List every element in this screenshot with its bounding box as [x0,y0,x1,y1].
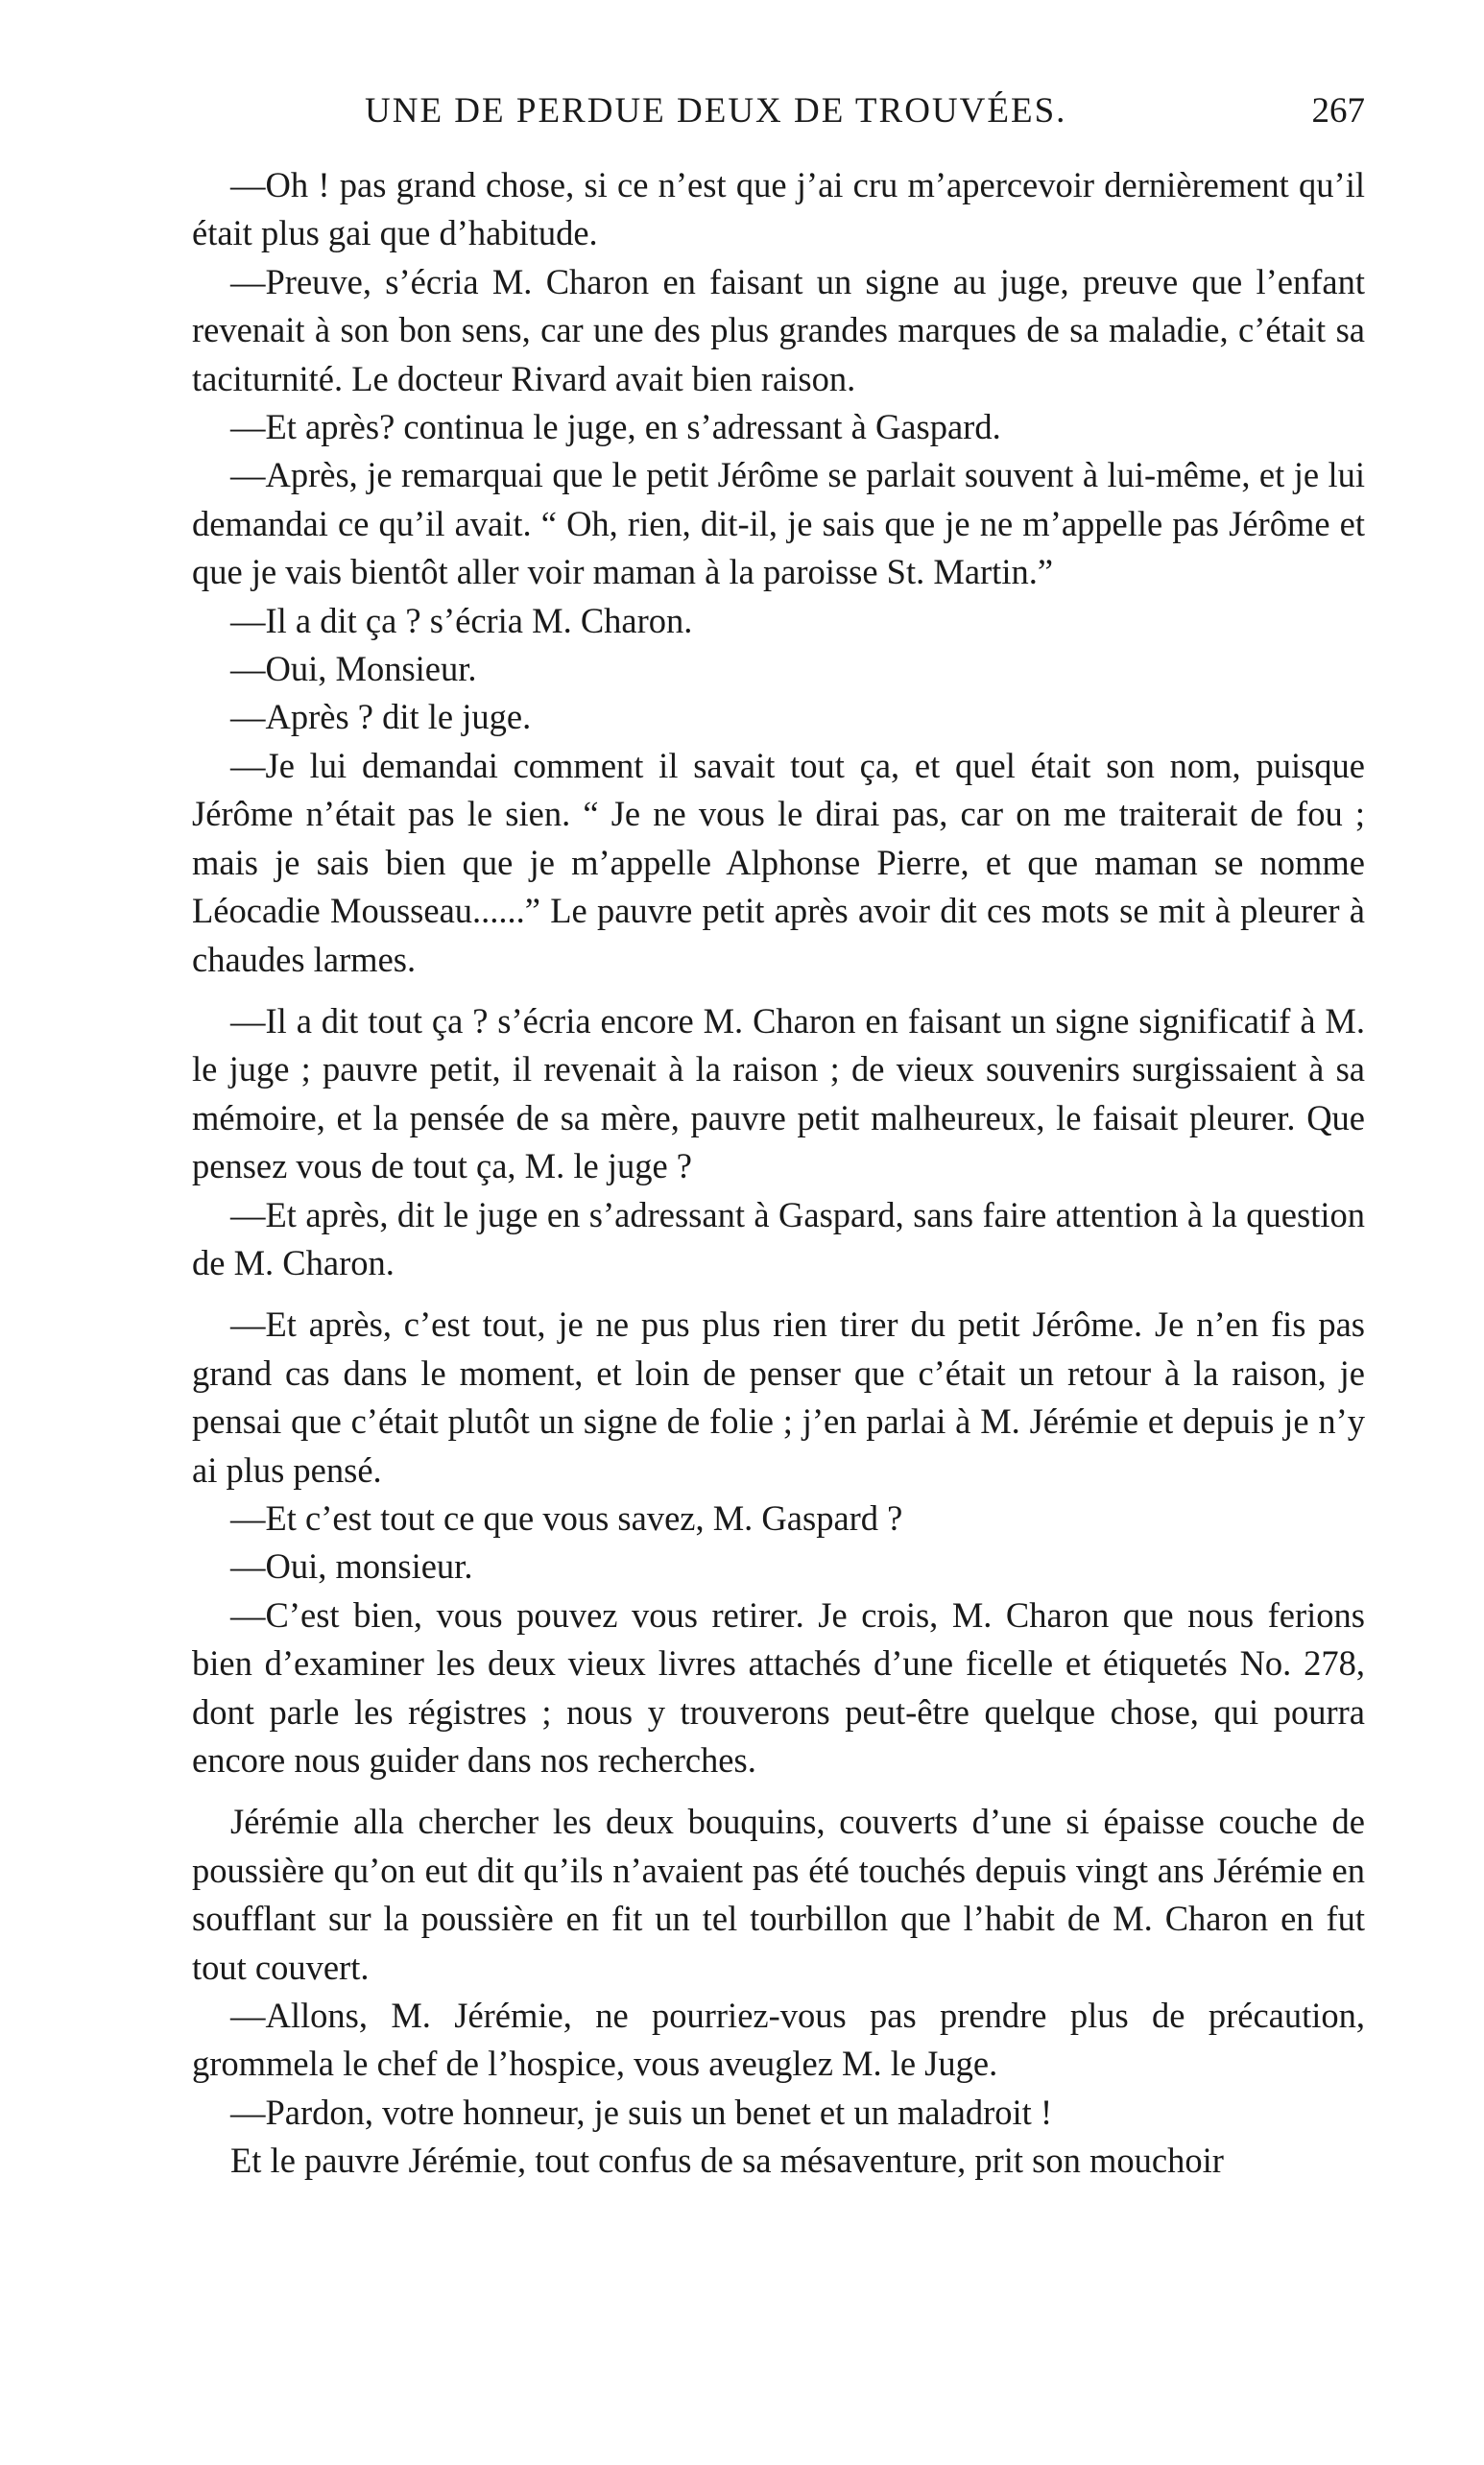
paragraph: —Oh ! pas grand chose, si ce n’est que j’ai cru m’apercevoir dernièrement qu’il était plus gai que d’habitude. [192,165,1365,253]
paragraph: —Il a dit tout ça ? s’écria encore M. Charon en faisant un signe significatif à M. le juge ; pauvre petit, il revenait à la raison ; de vieux souvenirs surgissaient à sa mémoire, et la pensée de sa mère, pauvre petit malheureux, le faisait pleurer. Que pensez vous de tout ça, M. le juge ? [192,1000,1365,1186]
paragraph: —Je lui demandai comment il savait tout ça, et quel était son nom, puisque Jérôme n’était pas le sien. “ Je ne vous le dirai pas, car on me traiterait de fou ; mais je sais bien que je m’appelle Alphonse Pierre, et que maman se nomme Léocadie Mousseau......” Le pauvre petit après avoir dit ces mots se mit à pleurer à chaudes larmes. [192,745,1365,979]
running-title: UNE DE PERDUE DEUX DE TROUVÉES. [365,91,1067,131]
paragraph: —Allons, M. Jérémie, ne pourriez-vous pas prendre plus de précaution, grommela le chef de l’hospice, vous aveuglez M. le Juge. [192,1996,1365,2084]
paragraph: —Il a dit ça ? s’écria M. Charon. [230,600,693,640]
paragraph: Jérémie alla chercher les deux bouquins, couverts d’une si épaisse couche de poussière qu’on eut dit qu’ils n’avaient pas été touchés depuis vingt ans Jérémie en soufflant sur la poussière en fit un tel tourbillon que l’habit de M. Charon en fut tout couvert. [192,1802,1365,1987]
paragraph: —Preuve, s’écria M. Charon en faisant un signe au juge, preuve que l’enfant revenait à son bon sens, car une des plus grandes marques de sa maladie, c’était sa taciturnité. Le docteur Rivard avait bien raison. [192,261,1365,398]
body-text [192,161,1365,2186]
paragraph: —Après, je remarquai que le petit Jérôme se parlait souvent à lui-même, et je lui demandai ce qu’il avait. “ Oh, rien, dit-il, je sais que je ne m’appelle pas Jérôme et que je vais bientôt aller voir maman à la paroisse St. Martin.” [192,455,1365,592]
page-number: 267 [1311,91,1365,131]
paragraph: —Et après? continua le juge, en s’adressant à Gaspard. [230,407,1001,447]
paragraph: —Après ? dit le juge. [230,697,532,737]
paragraph: —C’est bien, vous pouvez vous retirer. Je crois, M. Charon que nous ferions bien d’examiner les deux vieux livres attachés d’une ficelle et étiquetés No. 278, dont parle les régistres ; nous y trouverons peut-être quelque chose, qui pourra encore nous guider dans nos recherches. [192,1594,1365,1780]
paragraph: —Et après, c’est tout, je ne pus plus rien tirer du petit Jérôme. Je n’en fis pas grand cas dans le moment, et loin de penser que c’était un retour à la raison, je pensai que c’était plutôt un signe de folie ; j’en parlai à M. Jérémie et depuis je n’y ai plus pensé. [192,1304,1365,1490]
paragraph: —Et c’est tout ce que vous savez, M. Gaspard ? [230,1497,903,1538]
page-header [192,84,1365,142]
paragraph: Et le pauvre Jérémie, tout confus de sa mésaventure, prit son mouchoir [230,2141,1224,2181]
paragraph: —Oui, Monsieur. [230,649,477,689]
book-page [192,84,1365,2186]
paragraph: —Oui, monsieur. [230,1546,473,1587]
paragraph: —Et après, dit le juge en s’adressant à Gaspard, sans faire attention à la question de M. Charon. [192,1194,1365,1282]
paragraph: —Pardon, votre honneur, je suis un benet et un maladroit ! [230,2092,1053,2132]
